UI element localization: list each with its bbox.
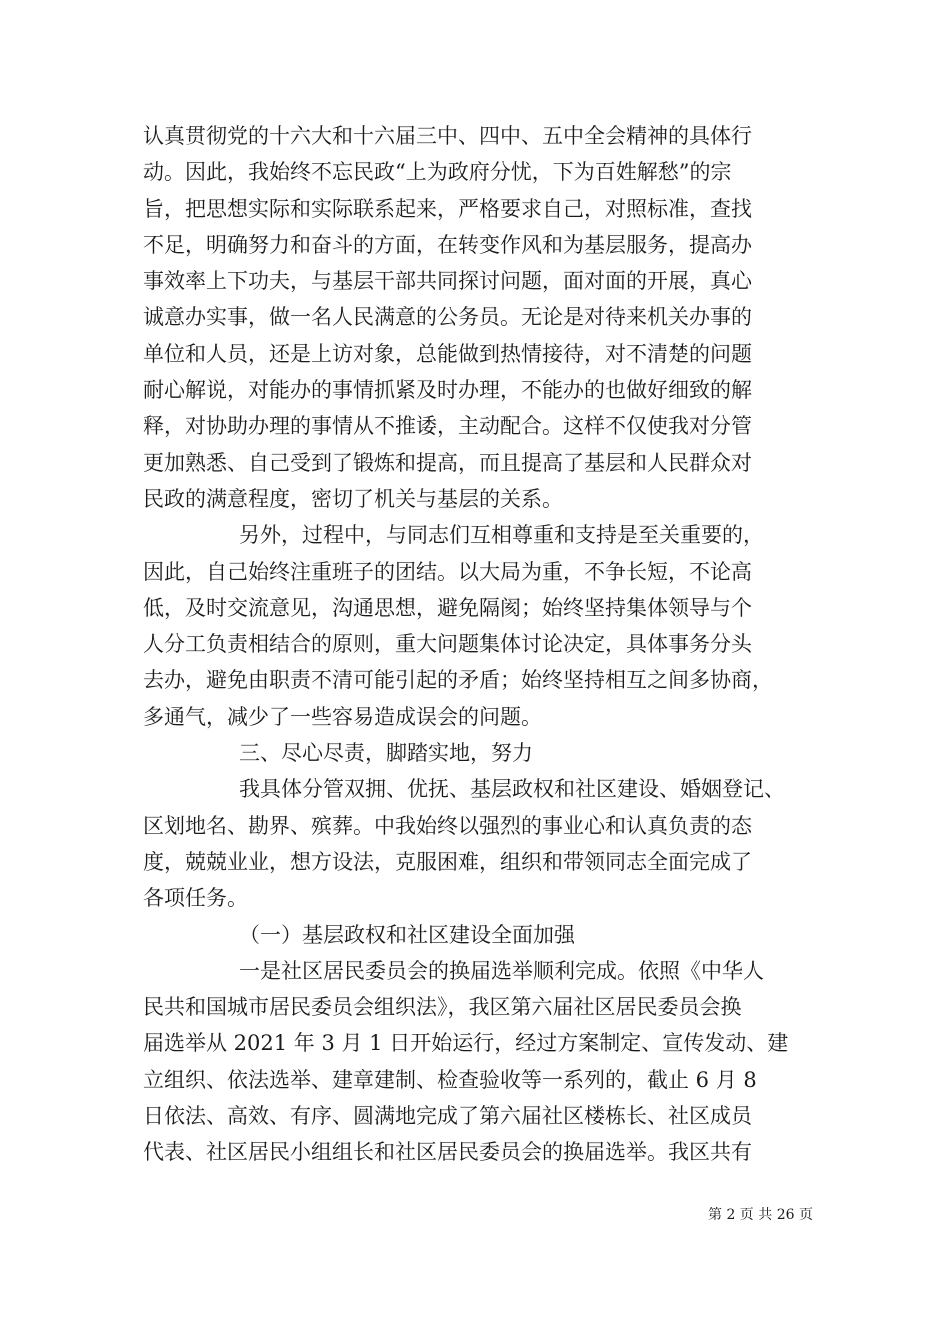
text-line: 释，对协助办理的事情从不推诿，主动配合。这样不仅使我对分管 xyxy=(143,414,752,439)
text-line: 旨，把思想实际和实际联系起来，严格要求自己，对照标准，查找 xyxy=(143,196,752,221)
text-line: 另外，过程中，与同志们互相尊重和支持是至关重要的， xyxy=(239,523,764,548)
text-line: 多通气，减少了一些容易造成误会的问题。 xyxy=(143,704,542,729)
text-line: 因此，自己始终注重班子的团结。以大局为重，不争长短，不论高 xyxy=(143,559,752,584)
text-line: 诚意办实事，做一名人民满意的公务员。无论是对待来机关办事的 xyxy=(143,305,752,330)
text-line: 事效率上下功夫，与基层干部共同探讨问题，面对面的开展，真心 xyxy=(143,269,752,294)
text-line: 一是社区居民委员会的换届选举顺利完成。依照《中华人 xyxy=(239,958,764,983)
text-line: 立组织、依法选举、建章建制、检查验收等一系列的，截止 6 月 8 xyxy=(143,1067,757,1092)
page-number-footer: 第 2 页 共 26 页 xyxy=(708,1207,813,1223)
text-line: 单位和人员，还是上访对象，总能做到热情接待，对不清楚的问题 xyxy=(143,341,752,366)
text-line: 低，及时交流意见，沟通思想，避免隔阂；始终坚持集体领导与个 xyxy=(143,595,752,620)
text-line: 日依法、高效、有序、圆满地完成了第六届社区楼栋长、社区成员 xyxy=(143,1104,752,1129)
text-line: 度，兢兢业业，想方设法，克服困难，组织和带领同志全面完成了 xyxy=(143,849,752,874)
text-line: 认真贯彻党的十六大和十六届三中、四中、五中全会精神的具体行 xyxy=(143,124,752,148)
text-line: 更加熟悉、自己受到了锻炼和提高，而且提高了基层和人民群众对 xyxy=(143,450,752,475)
text-line: 代表、社区居民小组组长和社区居民委员会的换届选举。我区共有 xyxy=(143,1140,752,1165)
text-line: 动。因此，我始终不忘民政“上为政府分忧，下为百姓解愁”的宗 xyxy=(143,160,732,185)
text-line: 人分工负责相结合的原则，重大问题集体讨论决定，具体事务分头 xyxy=(143,632,752,657)
text-line: 耐心解说，对能办的事情抓紧及时办理，不能办的也做好细致的解 xyxy=(143,378,752,403)
text-line: 我具体分管双拥、优抚、基层政权和社区建设、婚姻登记、 xyxy=(239,777,785,802)
text-line: 民共和国城市居民委员会组织法》，我区第六届社区居民委员会换 xyxy=(143,995,742,1020)
text-line: （一）基层政权和社区建设全面加强 xyxy=(239,922,575,947)
text-line: 各项任务。 xyxy=(143,886,248,911)
text-line: 不足，明确努力和奋斗的方面，在转变作风和为基层服务，提高办 xyxy=(143,232,752,257)
text-line: 民政的满意程度，密切了机关与基层的关系。 xyxy=(143,486,563,511)
text-line: 区划地名、勘界、殡葬。中我始终以强烈的事业心和认真负责的态 xyxy=(143,813,752,838)
text-line: 届选举从 2021 年 3 月 1 日开始运行，经过方案制定、宣传发动、建 xyxy=(143,1031,789,1056)
body-text xyxy=(143,118,813,1171)
text-line: 三、尽心尽责，脚踏实地，努力 xyxy=(239,741,533,766)
text-line: 去办，避免由职责不清可能引起的矛盾；始终坚持相互之间多协商， xyxy=(143,668,773,693)
